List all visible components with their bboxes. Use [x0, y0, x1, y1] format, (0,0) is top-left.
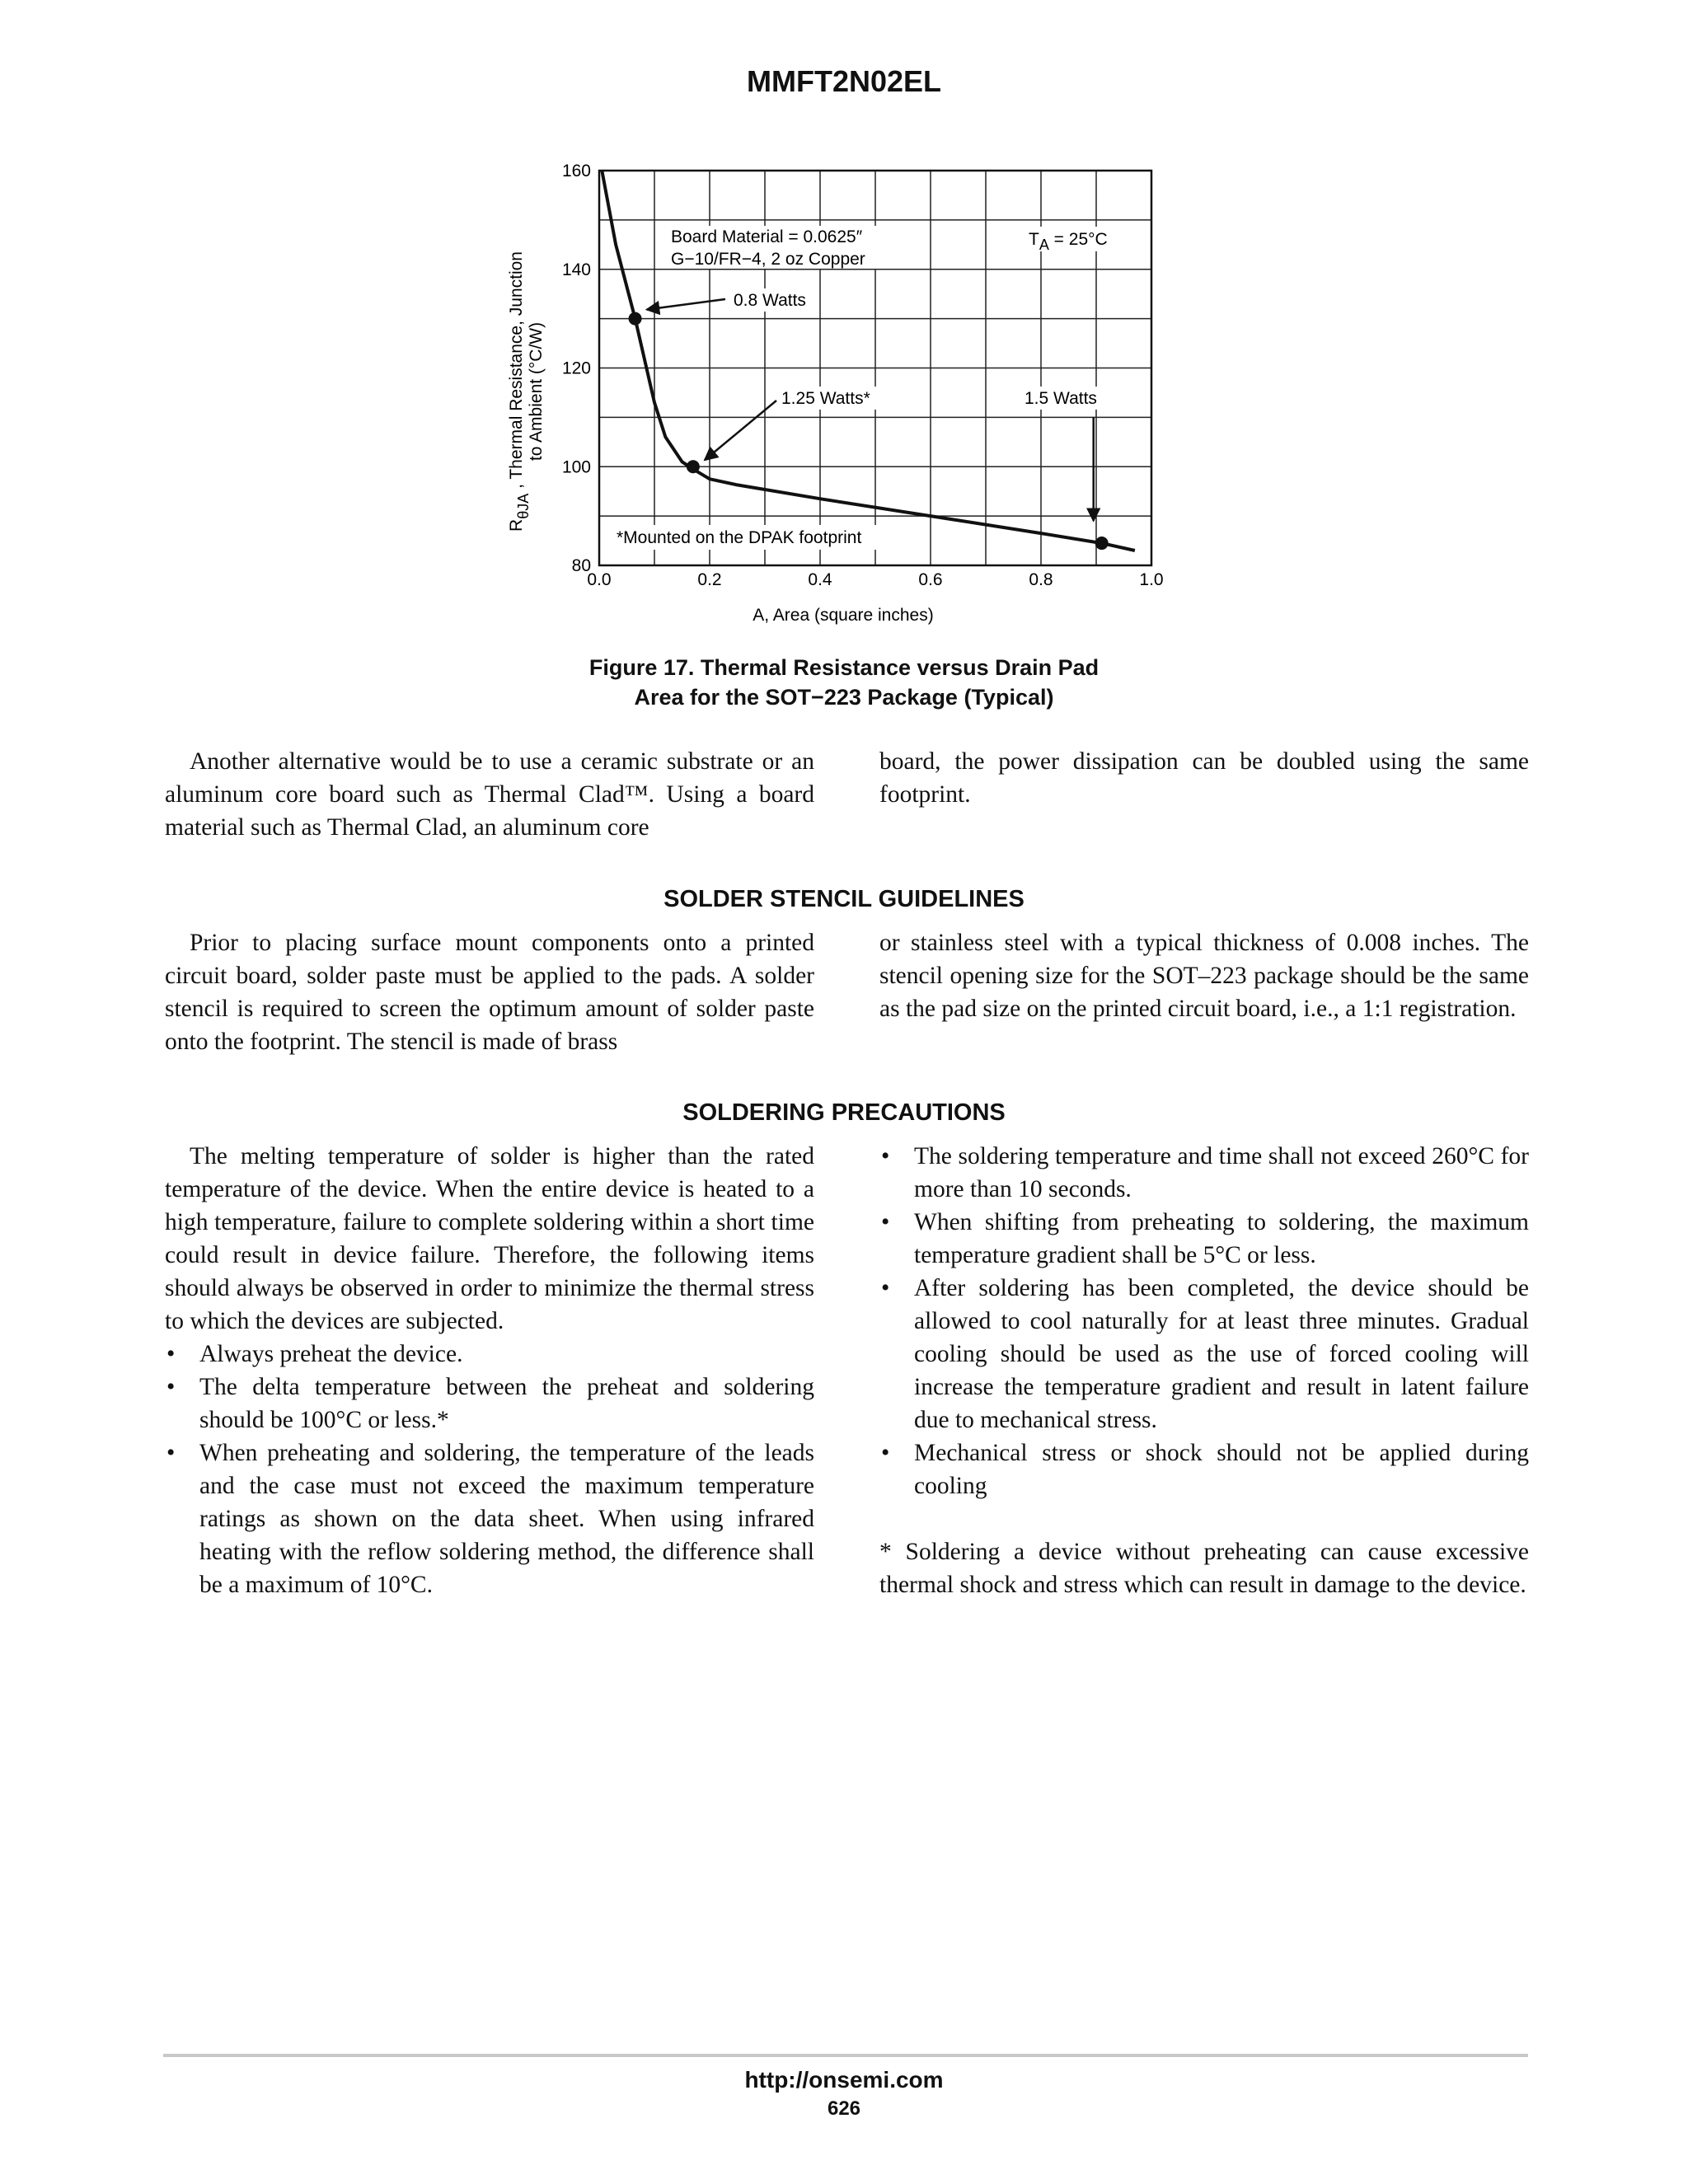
- list-item: • The soldering temperature and time shall not exceed 260°C for more than 10 seconds.: [879, 1140, 1529, 1206]
- stencil-left-column: [165, 926, 814, 1058]
- y-tick-label: 160: [561, 162, 591, 180]
- bullet-icon: •: [166, 1440, 176, 1466]
- board-material-line1: Board Material = 0.0625″: [671, 227, 863, 246]
- y-tick-label: 100: [561, 457, 591, 477]
- intro-right-column: [879, 745, 1529, 811]
- y-axis-label-rest: , Thermal Resistance, Junction: [507, 251, 526, 494]
- intro-paragraph-left: Another alternative would be to use a ceramic substrate or an aluminum core board such as Thermal Clad™. Using a board material such as Thermal Clad, an aluminum core: [165, 748, 814, 841]
- stencil-section-title: SOLDER STENCIL GUIDELINES: [663, 886, 1025, 912]
- stencil-paragraph-left: Prior to placing surface mount components onto a printed circuit board, solder paste must be applied to the pads. A solder stencil is required to screen the optimum amount of solder paste onto the footprint. The stencil is made of brass: [165, 930, 814, 1055]
- bullet-icon: •: [881, 1143, 890, 1169]
- page-title: MMFT2N02EL: [746, 64, 942, 98]
- x-tick-label: 0.4: [808, 570, 832, 589]
- chart-markers: [629, 312, 1109, 550]
- bullet-icon: •: [166, 1374, 176, 1400]
- x-tick-label: 0.2: [697, 570, 722, 589]
- list-item: • Mechanical stress or shock should not be applied during cooling: [879, 1436, 1529, 1502]
- board-material-line2: G−10/FR−4, 2 oz Copper: [671, 250, 865, 269]
- data-point-marker: [629, 312, 642, 326]
- y-tick-label: 120: [561, 359, 591, 378]
- x-tick-label: 0.8: [1029, 570, 1053, 589]
- list-item: • The delta temperature between the preheat and soldering should be 100°C or less.*: [165, 1371, 814, 1436]
- x-axis-label: A, Area (square inches): [753, 606, 934, 625]
- precautions-intro: The melting temperature of solder is higher than the rated temperature of the device. When the entire device is heated to a high temperature, failure to complete soldering within a short time could result in device failure. Therefore, the following items should always be observed in order to minimize the thermal stress to which the devices are subjected.: [165, 1143, 814, 1334]
- y-tick-label: 140: [561, 260, 591, 279]
- y-axis-label-line2: to Ambient (°C/W): [527, 321, 546, 462]
- precautions-right-list: [879, 1140, 1529, 1502]
- marker-label: 1.25 Watts*: [781, 389, 870, 408]
- thermal-resistance-chart: [486, 157, 1203, 643]
- list-item: • When shifting from preheating to soldering, the maximum temperature gradient shall be 5°C or less.: [879, 1206, 1529, 1272]
- bullet-icon: •: [881, 1209, 890, 1235]
- intro-left-column: [165, 745, 814, 844]
- marker-label: 1.5 Watts: [1025, 389, 1097, 408]
- precautions-right-column: [879, 1140, 1529, 1601]
- list-item: • When preheating and soldering, the temperature of the leads and the case must not exceed the maximum temperature ratings as shown on the data sheet. When using infrared heating with the reflow soldering method, the difference shall be a maximum of 10°C.: [165, 1436, 814, 1601]
- footer-url[interactable]: http://onsemi.com: [744, 2067, 944, 2093]
- marker-labels: [729, 288, 1103, 410]
- list-item: • After soldering has been completed, the device should be allowed to cool naturally for at least three minutes. Gradual cooling should be used as the use of forced cooling will increase the temperature gradient and result in latent failure due to mechanical stress.: [879, 1272, 1529, 1436]
- x-tick-label: 0.0: [587, 570, 612, 589]
- x-tick-label: 0.6: [918, 570, 943, 589]
- precautions-left-list: [165, 1338, 814, 1601]
- data-point-marker: [687, 460, 700, 473]
- marker-label: 0.8 Watts: [734, 291, 806, 310]
- bullet-icon: •: [166, 1341, 176, 1367]
- bullet-icon: •: [881, 1440, 890, 1466]
- figure-caption: [0, 653, 1688, 712]
- intro-paragraph-right: board, the power dissipation can be doubled using the same footprint.: [879, 748, 1529, 808]
- chart-svg: [486, 157, 1203, 643]
- x-tick-label: 1.0: [1139, 570, 1164, 589]
- y-axis-label-main: R: [507, 518, 526, 532]
- figure-caption-line2: Area for the SOT−223 Package (Typical): [634, 685, 1054, 710]
- y-axis-label-sub: θJA: [515, 493, 532, 519]
- ta-label: TA = 25°C: [1029, 230, 1108, 253]
- precautions-footnote: * Soldering a device without preheating can cause excessive thermal shock and stress which can result in damage to the device.: [879, 1539, 1529, 1598]
- annotation-arrows: [647, 299, 1094, 521]
- data-point-marker: [1095, 537, 1109, 550]
- bullet-icon: •: [881, 1275, 890, 1301]
- y-axis-label: [507, 251, 546, 532]
- arrow-0-8-watts: [647, 299, 725, 310]
- arrow-1-25-watts: [705, 401, 776, 460]
- stencil-right-column: [879, 926, 1529, 1025]
- chart-footnote: *Mounted on the DPAK footprint: [617, 528, 862, 547]
- figure-caption-line1: Figure 17. Thermal Resistance versus Drain Pad: [588, 655, 1100, 680]
- list-item: • Always preheat the device.: [165, 1338, 814, 1371]
- precautions-section-title: SOLDERING PRECAUTIONS: [682, 1099, 1006, 1126]
- stencil-paragraph-right: or stainless steel with a typical thickness of 0.008 inches. The stencil opening size for the SOT–223 package should be the same as the pad size on the printed circuit board, i.e., a 1:1 registration.: [879, 930, 1529, 1022]
- y-tick-label: 80: [571, 556, 591, 575]
- page-number: 626: [827, 2097, 861, 2120]
- footer-divider: [163, 2054, 1528, 2057]
- precautions-left-column: [165, 1140, 814, 1601]
